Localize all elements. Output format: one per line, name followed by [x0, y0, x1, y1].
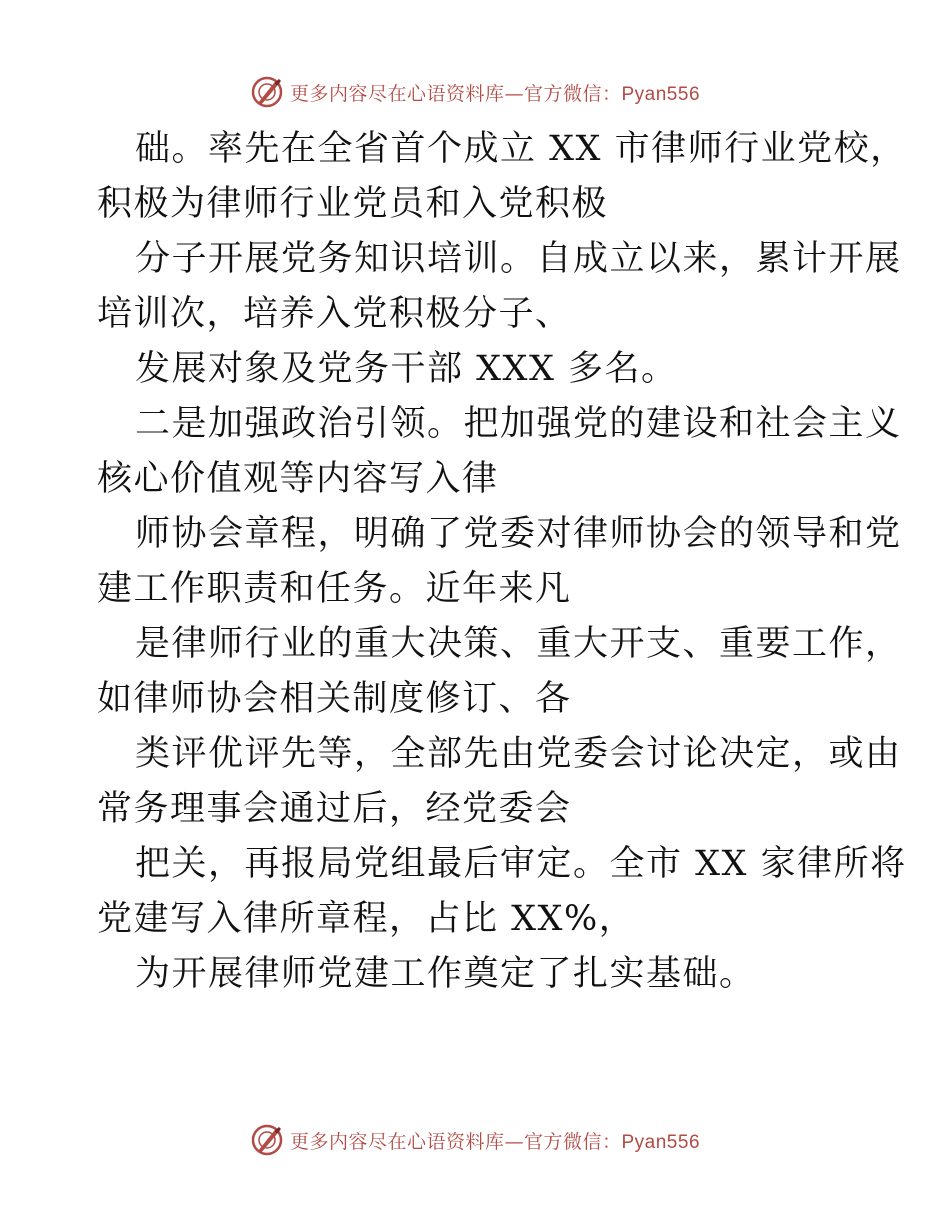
- watermark-text: 更多内容尽在心语资料库—官方微信：Pyan556: [289, 1130, 701, 1153]
- text-line: 为开展律师党建工作奠定了扎实基础。: [135, 954, 756, 994]
- text-line: 积极为律师行业党员和入党积极: [97, 184, 609, 224]
- text-line: 类评优评先等，全部先由党委会讨论决定，或由: [135, 734, 902, 774]
- text-line: 党建写入律所章程，占比 XX%，: [97, 899, 636, 939]
- text-line: 如律师协会相关制度修订、各: [97, 679, 572, 719]
- text-line: 建工作职责和任务。近年来凡: [97, 569, 572, 609]
- pen-logo-icon: [250, 75, 284, 109]
- text-line: 是律师行业的重大决策、重大开支、重要工作，: [135, 624, 902, 664]
- pen-logo-icon: [250, 1123, 284, 1157]
- document-body: [97, 122, 907, 1002]
- text-line: 常务理事会通过后，经党委会: [97, 789, 572, 829]
- footer-watermark: [0, 1120, 950, 1160]
- text-line: 培训次，培养入党积极分子、: [97, 294, 572, 334]
- text-line: 发展对象及党务干部 XXX 多名。: [135, 349, 678, 389]
- text-line: 础。率先在全省首个成立 XX 市律师行业党校，: [135, 129, 907, 169]
- text-line: 分子开展党务知识培训。自成立以来，累计开展: [135, 239, 902, 279]
- text-line: 核心价值观等内容写入律: [97, 459, 499, 499]
- watermark-text: 更多内容尽在心语资料库—官方微信：Pyan556: [289, 82, 701, 105]
- header-watermark: [0, 72, 950, 112]
- text-line: 二是加强政治引领。把加强党的建设和社会主义: [135, 404, 902, 444]
- text-line: 把关，再报局党组最后审定。全市 XX 家律所将: [135, 844, 907, 884]
- text-line: 师协会章程，明确了党委对律师协会的领导和党: [135, 514, 902, 554]
